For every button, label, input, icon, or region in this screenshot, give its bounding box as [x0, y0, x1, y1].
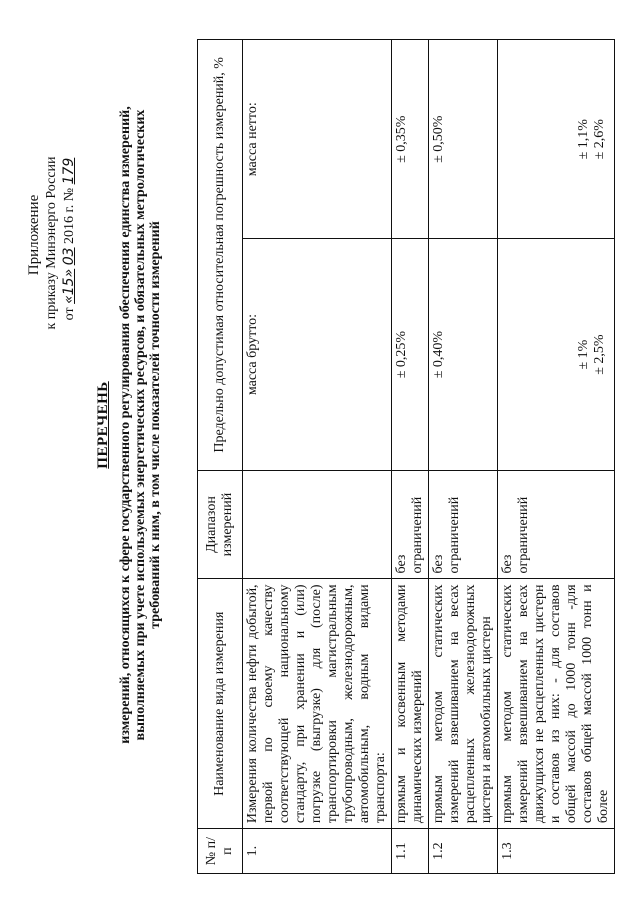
row-name: прямым и косвенным методами динамических измерений — [392, 579, 429, 829]
row-num: 1.2 — [429, 829, 498, 874]
document-heading — [95, 75, 163, 775]
row-netto: ± 0,50% — [429, 40, 498, 239]
row-name: Измерения количества нефти добытой, первой по своему качеству соответствующей национальному стандарту, при хранении и (или) погрузке (выгрузке) для (после) транспортировки магистральным трубопроводным, железнодорожным, автомобильным, водным видами транспорта: — [243, 579, 392, 829]
row-range — [243, 470, 392, 579]
header-range: Диапазон измерений — [198, 470, 243, 579]
table-row — [498, 40, 615, 874]
appendix-order: к приказу Минэнерго России — [44, 156, 59, 330]
date-month: 03 — [61, 247, 77, 266]
appendix-title: Приложение — [26, 194, 42, 276]
table-header-row — [198, 40, 243, 874]
netto-value-large: ± 2,6% — [592, 119, 607, 160]
date-year: 2016 г. № — [62, 187, 77, 244]
netto-value-small: ± 1,1% — [576, 119, 591, 160]
appendix-date — [61, 119, 78, 359]
header-name: Наименование вида измерения — [198, 579, 243, 829]
row-range: без ограничений — [498, 470, 615, 579]
date-day: «15» — [61, 268, 77, 304]
row-brutto: ± 0,25% — [392, 239, 429, 470]
brutto-value-large: ± 2,5% — [592, 334, 607, 375]
table-row — [429, 40, 498, 874]
header-brutto: масса брутто: — [243, 239, 392, 470]
row-brutto — [498, 239, 615, 470]
row-num: 1.3 — [498, 829, 615, 874]
row-name: прямым методом статических измерений взвешиванием на весах движущихся не расцепленных цистерн и составов из них: - для составов общей массой до 1000 тонн -для составов общей массой 1000 тонн и более — [498, 579, 615, 829]
row-netto — [498, 40, 615, 239]
row-range: без ограничений — [429, 470, 498, 579]
row-name: прямым методом статических измерений взвешиванием на весах расцепленных железнодорожных цистерн и автомобильных цистерн — [429, 579, 498, 829]
row-num: 1.1 — [392, 829, 429, 874]
header-error: Предельно допустимая относительная погрешность измерений, % — [198, 40, 243, 471]
document-title: ПЕРЕЧЕНЬ — [95, 381, 111, 469]
row-netto: ± 0,35% — [392, 40, 429, 239]
appendix-block — [0, 0, 86, 905]
row-brutto: ± 0,40% — [429, 239, 498, 470]
row-range: без ограничений — [392, 470, 429, 579]
measurements-table — [197, 39, 615, 874]
table-row — [392, 40, 429, 874]
brutto-value-small: ± 1% — [576, 339, 591, 370]
header-netto: масса нетто: — [243, 40, 392, 239]
document-subtitle: измерений, относящихся к сфере государственного регулирования обеспечения единства измерений, выполняемых при учете используемых энергетических ресурсов, и обязательных метрологических требований к ним, в том числе показателей точности измерений — [118, 106, 163, 744]
date-number: 179 — [61, 157, 77, 185]
date-prefix: от — [62, 307, 77, 321]
header-num: № п/п — [198, 829, 243, 874]
row-num: 1. — [243, 829, 392, 874]
